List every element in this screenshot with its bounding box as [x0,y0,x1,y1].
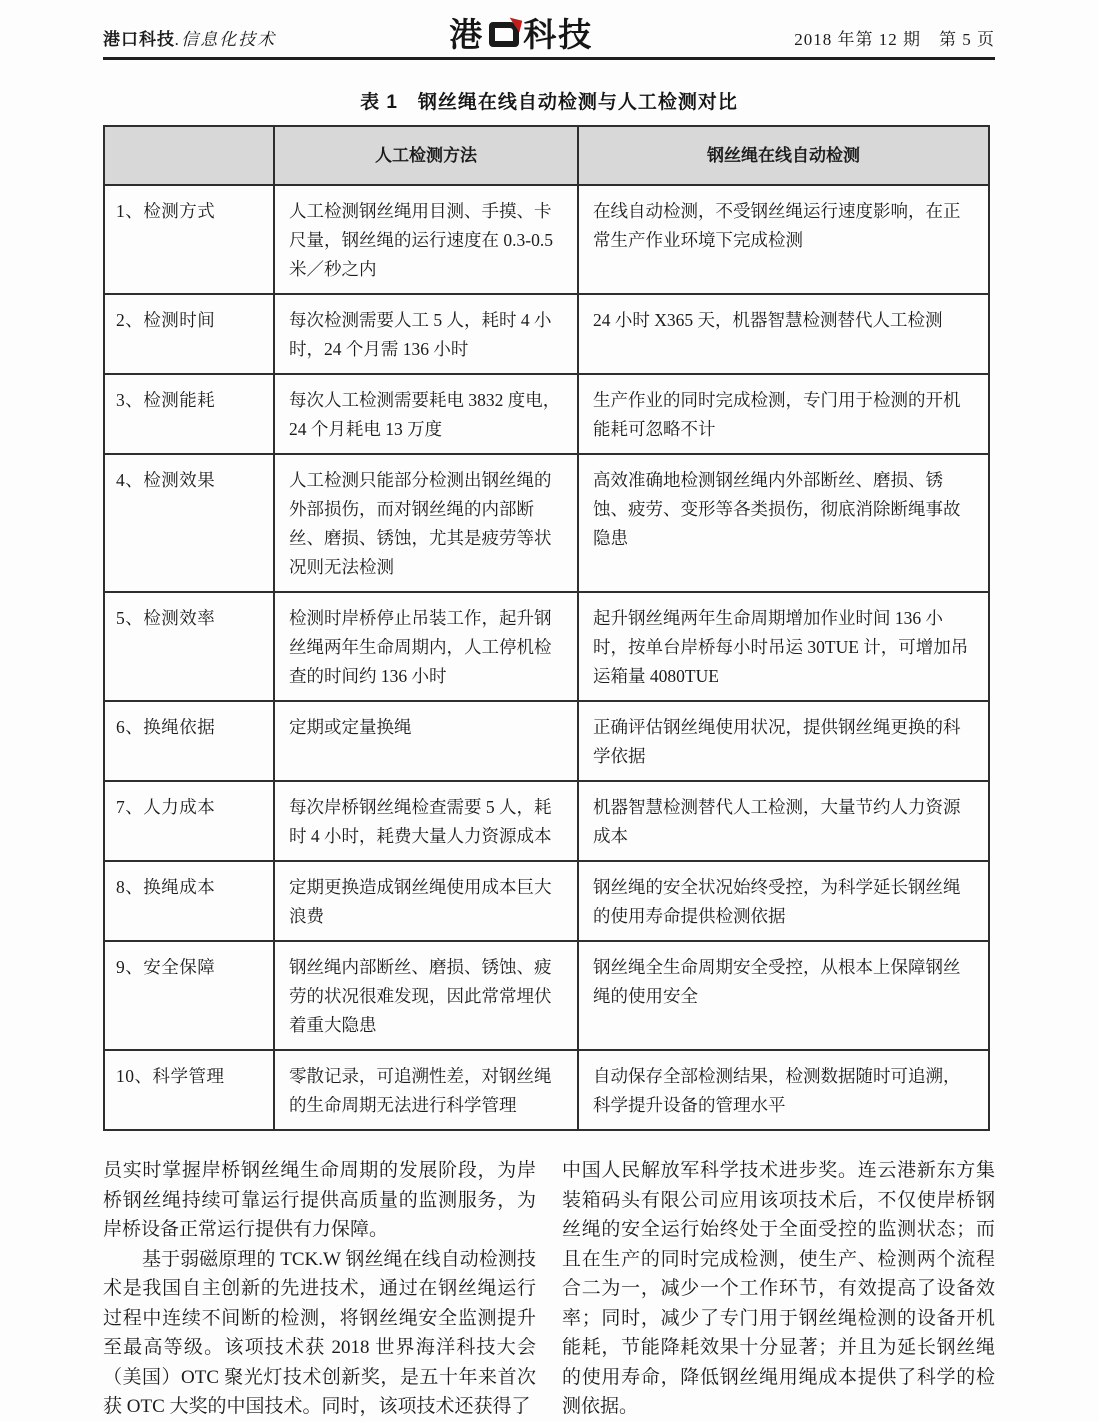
comparison-table [103,125,990,1131]
row-label: 10、科学管理 [104,1050,274,1130]
cell-manual: 检测时岸桥停止吊装工作，起升钢丝绳两年生命周期内，人工停机检查的时间约 136 小时 [274,592,578,701]
cell-manual: 零散记录，可追溯性差，对钢丝绳的生命周期无法进行科学管理 [274,1050,578,1130]
table-row [104,592,989,701]
table-row [104,701,989,781]
row-label: 9、安全保障 [104,941,274,1050]
article-column-left [103,1156,536,1422]
cell-manual: 人工检测钢丝绳用目测、手摸、卡尺量，钢丝绳的运行速度在 0.3-0.5 米／秒之内 [274,185,578,294]
row-label: 7、人力成本 [104,781,274,861]
row-label: 1、检测方式 [104,185,274,294]
logo-text-left: 港 [449,16,485,53]
cell-auto: 起升钢丝绳两年生命周期增加作业时间 136 小时，按单台岸桥每小时吊运 30TUE 计，可增加吊运箱量 4080TUE [578,592,989,701]
row-label: 2、检测时间 [104,294,274,374]
journal-section-label [103,25,276,52]
logo-mouth-icon [489,22,519,47]
header-cell-manual: 人工检测方法 [274,126,578,185]
cell-auto: 机器智慧检测替代人工检测，大量节约人力资源成本 [578,781,989,861]
table-header-row [104,126,989,185]
header-cell-auto: 钢丝绳在线自动检测 [578,126,989,185]
row-label: 8、换绳成本 [104,861,274,941]
paragraph: 中国人民解放军科学技术进步奖。连云港新东方集装箱码头有限公司应用该项技术后，不仅使岸桥钢丝绳的安全运行始终处于全面受控的监测状态；而且在生产的同时完成检测，使生产、检测两个流程合二为一，减少一个工作环节，有效提高了设备效率；同时，减少了专门用于钢丝绳检测的设备开机能耗，节能降耗效果十分显著；并且为延长钢丝绳的使用寿命，降低钢丝绳用绳成本提供了科学的检测依据。 [562,1160,995,1417]
journal-name: 港口科技 [103,30,175,49]
issue-page-info: 2018 年第 12 期 第 5 页 [794,30,995,49]
cell-auto: 钢丝绳的安全状况始终受控，为科学延长钢丝绳的使用寿命提供检测依据 [578,861,989,941]
logo-red-accent-icon [507,17,523,32]
cell-auto: 自动保存全部检测结果，检测数据随时可追溯，科学提升设备的管理水平 [578,1050,989,1130]
table-row [104,1050,989,1130]
page-header [103,12,995,60]
article-column-right [562,1156,995,1422]
article-body [103,1156,995,1422]
row-label: 4、检测效果 [104,454,274,592]
row-label: 6、换绳依据 [104,701,274,781]
header-cell-empty [104,126,274,185]
cell-manual: 钢丝绳内部断丝、磨损、锈蚀、疲劳的状况很难发现，因此常常埋伏着重大隐患 [274,941,578,1050]
cell-manual: 每次岸桥钢丝绳检查需要 5 人，耗时 4 小时，耗费大量人力资源成本 [274,781,578,861]
cell-manual: 每次人工检测需要耗电 3832 度电，24 个月耗电 13 万度 [274,374,578,454]
paragraph: 员实时掌握岸桥钢丝绳生命周期的发展阶段，为岸桥钢丝绳持续可靠运行提供高质量的监测服务，为岸桥设备正常运行提供有力保障。 [103,1160,536,1240]
paragraph: 基于弱磁原理的 TCK.W 钢丝绳在线自动检测技术是我国自主创新的先进技术，通过在钢丝绳运行过程中连续不间断的检测，将钢丝绳安全监测提升至最高等级。该项技术获 2018 世界海洋科技大会（美国）OTC 聚光灯技术创新奖，是五十年来首次获 OTC 大奖的中国技术。同时，该项技术还获得了 [103,1248,536,1417]
logo-text-right: 科技 [523,16,594,53]
table-row [104,454,989,592]
cell-manual: 人工检测只能部分检测出钢丝绳的外部损伤，而对钢丝绳的内部断丝、磨损、锈蚀，尤其是疲劳等状况则无法检测 [274,454,578,592]
cell-manual: 每次检测需要人工 5 人，耗时 4 小时，24 个月需 136 小时 [274,294,578,374]
journal-logo [449,18,593,52]
cell-auto: 生产作业的同时完成检测，专门用于检测的开机能耗可忽略不计 [578,374,989,454]
table-caption: 表 1 钢丝绳在线自动检测与人工检测对比 [360,92,738,113]
cell-manual: 定期更换造成钢丝绳使用成本巨大浪费 [274,861,578,941]
cell-manual: 定期或定量换绳 [274,701,578,781]
cell-auto: 高效准确地检测钢丝绳内外部断丝、磨损、锈蚀、疲劳、变形等各类损伤，彻底消除断绳事故隐患 [578,454,989,592]
cell-auto: 正确评估钢丝绳使用状况，提供钢丝绳更换的科学依据 [578,701,989,781]
table-row [104,781,989,861]
table-row [104,374,989,454]
row-label: 3、检测能耗 [104,374,274,454]
table-row [104,294,989,374]
table-row [104,185,989,294]
cell-auto: 钢丝绳全生命周期安全受控，从根本上保障钢丝绳的使用安全 [578,941,989,1050]
table-row [104,861,989,941]
journal-section: .信息化技术 [175,30,277,49]
cell-auto: 24 小时 X365 天，机器智慧检测替代人工检测 [578,294,989,374]
row-label: 5、检测效率 [104,592,274,701]
table-row [104,941,989,1050]
cell-auto: 在线自动检测，不受钢丝绳运行速度影响，在正常生产作业环境下完成检测 [578,185,989,294]
